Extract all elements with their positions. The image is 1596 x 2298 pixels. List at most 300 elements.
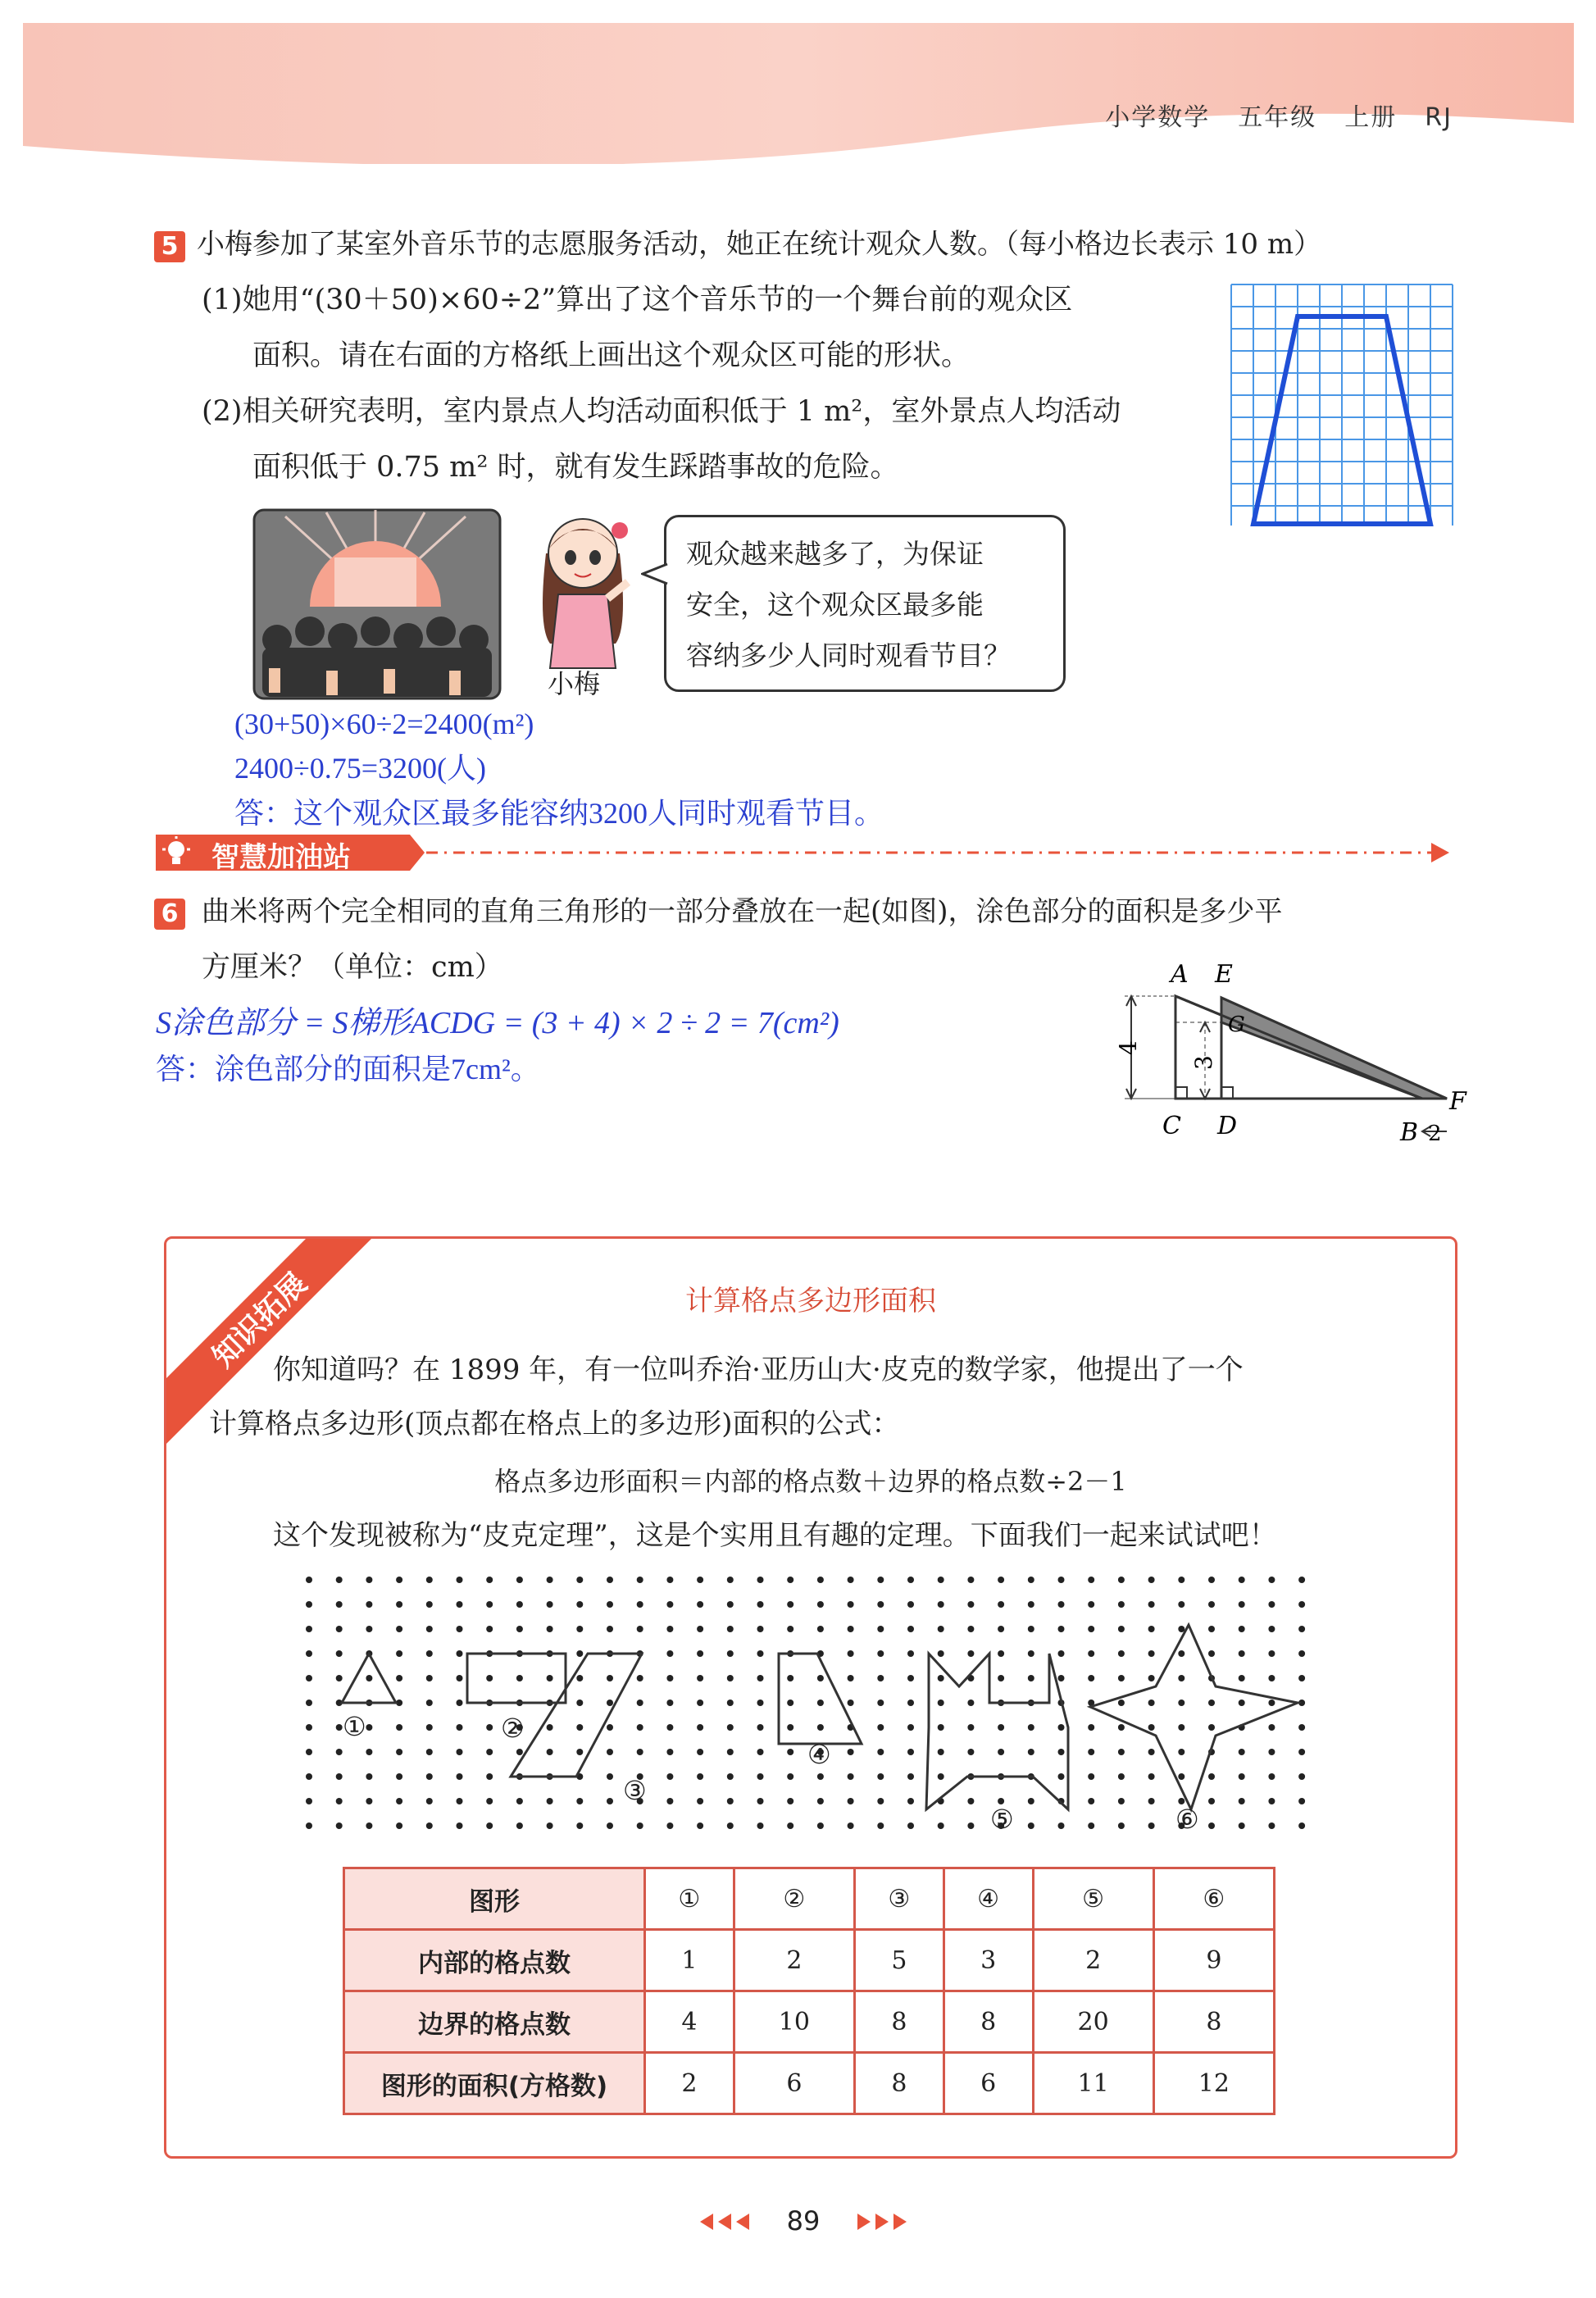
header-band xyxy=(0,0,1596,164)
table-cell: 6 xyxy=(944,2053,1033,2114)
question-5-part1-line1: (1)她用“(30＋50)×60÷2”算出了这个音乐节的一个舞台前的观众区 xyxy=(202,284,1073,316)
lattice-dot xyxy=(907,1577,914,1583)
lattice-dot xyxy=(516,1798,523,1804)
lattice-dot xyxy=(1058,1626,1065,1632)
lattice-dot xyxy=(1298,1675,1305,1681)
lattice-dot xyxy=(1268,1601,1275,1608)
lattice-dot xyxy=(1148,1700,1155,1706)
speech-bubble xyxy=(664,515,1066,692)
lattice-dot xyxy=(877,1749,884,1755)
table-cell: ① xyxy=(645,1868,734,1930)
lattice-dot xyxy=(1298,1577,1305,1583)
lattice-dot xyxy=(666,1700,673,1706)
lattice-dot xyxy=(757,1822,764,1829)
table-cell: 8 xyxy=(1153,1991,1274,2053)
lattice-dot xyxy=(907,1749,914,1755)
lattice-dot xyxy=(1178,1626,1184,1632)
table-cell: 8 xyxy=(854,2053,944,2114)
extension-para1-line2: 计算格点多边形(顶点都在格点上的多边形)面积的公式： xyxy=(209,1408,900,1440)
lattice-dot xyxy=(1268,1798,1275,1804)
table-cell: 6 xyxy=(734,2053,854,2114)
lattice-dot xyxy=(366,1798,372,1804)
lattice-dot xyxy=(1178,1700,1184,1706)
lattice-dot xyxy=(697,1577,703,1583)
lattice-dot xyxy=(666,1798,673,1804)
table-cell: ③ xyxy=(854,1868,944,1930)
lattice-dot xyxy=(306,1798,312,1804)
lattice-dot xyxy=(877,1798,884,1804)
lattice-dot xyxy=(366,1675,372,1681)
table-cell: 10 xyxy=(734,1991,854,2053)
lattice-dot xyxy=(1298,1626,1305,1632)
lattice-dot xyxy=(998,1749,1004,1755)
bubble-tail xyxy=(641,562,669,587)
lattice-dot xyxy=(1058,1577,1065,1583)
lattice-dot xyxy=(666,1626,673,1632)
lattice-dot xyxy=(787,1749,793,1755)
lattice-dot xyxy=(967,1700,974,1706)
lattice-dot xyxy=(1148,1749,1155,1755)
header-course-info xyxy=(1077,97,1453,133)
lattice-dot xyxy=(486,1798,493,1804)
character-name-label: 小梅 xyxy=(548,668,601,699)
lattice-dot xyxy=(547,1626,553,1632)
question-5-number: 5 xyxy=(154,231,185,262)
lattice-dot xyxy=(426,1749,433,1755)
lattice-dot xyxy=(1088,1675,1094,1681)
lattice-dot xyxy=(516,1626,523,1632)
lightbulb-icon xyxy=(161,836,192,871)
lattice-dot xyxy=(396,1675,402,1681)
question-6-line2: 方厘米？（单位：cm） xyxy=(202,951,503,984)
lattice-dot xyxy=(637,1577,643,1583)
table-cell: ⑤ xyxy=(1033,1868,1153,1930)
table-cell: 20 xyxy=(1033,1991,1153,2053)
lattice-dot xyxy=(457,1577,463,1583)
lattice-dot xyxy=(1178,1724,1184,1731)
lattice-dot xyxy=(666,1675,673,1681)
table-cell: ④ xyxy=(944,1868,1033,1930)
lattice-dot xyxy=(787,1577,793,1583)
lattice-dot xyxy=(576,1650,583,1657)
lattice-dot xyxy=(817,1724,824,1731)
table-cell: 4 xyxy=(645,1991,734,2053)
lattice-dot xyxy=(1058,1601,1065,1608)
lattice-dot xyxy=(1239,1601,1245,1608)
lattice-dot xyxy=(697,1675,703,1681)
lattice-dot xyxy=(727,1700,734,1706)
lattice-dot xyxy=(1239,1749,1245,1755)
lattice-dot xyxy=(1239,1650,1245,1657)
table-cell: ② xyxy=(734,1868,854,1930)
lattice-dot xyxy=(1088,1798,1094,1804)
lattice-dot xyxy=(697,1724,703,1731)
shape-label-2: ② xyxy=(501,1713,525,1744)
lattice-dot xyxy=(877,1822,884,1829)
lattice-dot xyxy=(848,1822,854,1829)
lattice-dot xyxy=(336,1601,343,1608)
lattice-dot xyxy=(1028,1724,1034,1731)
lattice-dot xyxy=(1208,1798,1215,1804)
lattice-dot xyxy=(848,1577,854,1583)
lattice-dot xyxy=(697,1650,703,1657)
lattice-dot xyxy=(998,1626,1004,1632)
lattice-dot xyxy=(637,1822,643,1829)
answer-5-line1: (30+50)×60÷2=2400(m²) xyxy=(234,708,534,740)
lattice-dot xyxy=(1148,1798,1155,1804)
lattice-dot xyxy=(426,1626,433,1632)
lattice-dot xyxy=(1268,1650,1275,1657)
lattice-dot xyxy=(486,1577,493,1583)
lattice-dot xyxy=(1178,1601,1184,1608)
lattice-dot xyxy=(848,1700,854,1706)
lattice-dot xyxy=(757,1700,764,1706)
lattice-dot xyxy=(336,1773,343,1780)
lattice-dot xyxy=(967,1601,974,1608)
lattice-dot xyxy=(1118,1798,1125,1804)
lattice-dot xyxy=(787,1675,793,1681)
lattice-dot xyxy=(907,1626,914,1632)
lattice-dot xyxy=(877,1773,884,1780)
lattice-dot xyxy=(697,1773,703,1780)
lattice-dot xyxy=(727,1798,734,1804)
lattice-dot xyxy=(396,1773,402,1780)
page-prev-arrows-icon xyxy=(689,2207,762,2237)
lattice-dot xyxy=(366,1822,372,1829)
question-5-intro: 小梅参加了某室外音乐节的志愿服务活动，她正在统计观众人数。（每小格边长表示 10 m） xyxy=(197,228,1322,261)
lattice-dot xyxy=(787,1724,793,1731)
table-row-header: 内部的格点数 xyxy=(344,1930,645,1991)
lattice-dot xyxy=(998,1675,1004,1681)
lattice-dot xyxy=(486,1773,493,1780)
extension-para2: 这个发现被称为“皮克定理”，这是个实用且有趣的定理。下面我们一起来试试吧！ xyxy=(273,1519,1277,1552)
lattice-dot xyxy=(516,1601,523,1608)
lattice-dot xyxy=(1239,1675,1245,1681)
lattice-dot xyxy=(697,1626,703,1632)
lattice-dot xyxy=(396,1577,402,1583)
page-number: 89 xyxy=(786,2205,821,2237)
fig-len-4: 4 xyxy=(1115,1040,1142,1055)
lattice-dot xyxy=(576,1724,583,1731)
lattice-dot xyxy=(877,1601,884,1608)
lattice-dot xyxy=(1148,1650,1155,1657)
lattice-dot xyxy=(1118,1724,1125,1731)
lattice-dot xyxy=(1118,1577,1125,1583)
lattice-dot xyxy=(306,1675,312,1681)
lattice-dot xyxy=(1148,1822,1155,1829)
lattice-dot xyxy=(1268,1626,1275,1632)
lattice-dot xyxy=(1208,1577,1215,1583)
lattice-dot xyxy=(1239,1700,1245,1706)
bubble-line-3: 容纳多少人同时观看节目？ xyxy=(686,639,1011,671)
lattice-dot xyxy=(1058,1650,1065,1657)
lattice-dot xyxy=(787,1626,793,1632)
lattice-dot xyxy=(1208,1650,1215,1657)
fig-len-2: 2 xyxy=(1428,1122,1442,1146)
answer-6-formula: S涂色部分 = S梯形ACDG = (3 + 4) × 2 ÷ 2 = 7(cm²) xyxy=(156,1006,839,1040)
lattice-dot xyxy=(666,1822,673,1829)
lattice-dot xyxy=(516,1749,523,1755)
lattice-dot xyxy=(1298,1650,1305,1657)
lattice-dot xyxy=(907,1798,914,1804)
lattice-dot xyxy=(1088,1822,1094,1829)
lattice-dot xyxy=(336,1749,343,1755)
corner-tag-label: 知识拓展 xyxy=(206,1267,314,1375)
fig-label-F: F xyxy=(1449,1087,1466,1116)
lattice-dot xyxy=(1148,1626,1155,1632)
lattice-dot xyxy=(306,1626,312,1632)
lattice-dot xyxy=(967,1798,974,1804)
grid-paper xyxy=(1230,283,1459,529)
lattice-dot xyxy=(1239,1822,1245,1829)
lattice-dot xyxy=(607,1577,613,1583)
lattice-dot xyxy=(697,1700,703,1706)
pick-table xyxy=(343,1867,1275,2115)
lattice-dot xyxy=(1268,1773,1275,1780)
extension-title: 计算格点多边形面积 xyxy=(685,1285,936,1317)
lattice-dot xyxy=(576,1798,583,1804)
lattice-dot xyxy=(1268,1749,1275,1755)
question-5-part2-line1: (2)相关研究表明，室内景点人均活动面积低于 1 m²，室外景点人均活动 xyxy=(202,395,1121,428)
shape-label-4: ④ xyxy=(807,1739,831,1770)
lattice-dot xyxy=(457,1601,463,1608)
lattice-dot xyxy=(607,1773,613,1780)
lattice-dot xyxy=(306,1822,312,1829)
lattice-dot xyxy=(817,1700,824,1706)
lattice-dot xyxy=(907,1650,914,1657)
lattice-dot xyxy=(366,1577,372,1583)
lattice-dot xyxy=(1118,1601,1125,1608)
lattice-dot xyxy=(576,1822,583,1829)
lattice-dot xyxy=(396,1798,402,1804)
lattice-dot xyxy=(396,1749,402,1755)
lattice-dot xyxy=(306,1773,312,1780)
lattice-dot xyxy=(817,1675,824,1681)
lattice-dot xyxy=(336,1798,343,1804)
lattice-dot xyxy=(1058,1749,1065,1755)
lattice-dot xyxy=(817,1773,824,1780)
lattice-dot xyxy=(336,1626,343,1632)
lattice-dot xyxy=(666,1650,673,1657)
lattice-dot xyxy=(697,1798,703,1804)
lattice-dot xyxy=(907,1773,914,1780)
lattice-dot xyxy=(787,1700,793,1706)
lattice-dot xyxy=(426,1724,433,1731)
lattice-dot xyxy=(1118,1822,1125,1829)
lattice-dot xyxy=(757,1650,764,1657)
lattice-dot xyxy=(306,1700,312,1706)
lattice-dot xyxy=(967,1822,974,1829)
table-cell: 3 xyxy=(944,1930,1033,1991)
lattice-dot xyxy=(1239,1626,1245,1632)
lattice-dot xyxy=(727,1724,734,1731)
table-row-header: 边界的格点数 xyxy=(344,1991,645,2053)
lattice-dot xyxy=(366,1601,372,1608)
pick-formula: 格点多边形面积＝内部的格点数＋边界的格点数÷2－1 xyxy=(494,1466,1127,1497)
lattice-dot xyxy=(426,1577,433,1583)
lattice-dot xyxy=(787,1773,793,1780)
lattice-dot xyxy=(547,1675,553,1681)
table-cell: 1 xyxy=(645,1930,734,1991)
lattice-dot xyxy=(306,1724,312,1731)
table-cell: 9 xyxy=(1153,1930,1274,1991)
lattice-dot xyxy=(1298,1601,1305,1608)
lattice-dot xyxy=(426,1798,433,1804)
lattice-dot xyxy=(1298,1749,1305,1755)
lattice-dot xyxy=(666,1601,673,1608)
lattice-dot xyxy=(666,1724,673,1731)
section-banner-title: 智慧加油站 xyxy=(211,841,351,874)
lattice-dot xyxy=(757,1798,764,1804)
answer-6-conclusion: 答：涂色部分的面积是7cm²。 xyxy=(156,1053,540,1085)
lattice-dot xyxy=(1088,1626,1094,1632)
lattice-dot xyxy=(457,1822,463,1829)
lattice-dot xyxy=(1178,1650,1184,1657)
lattice-dot xyxy=(457,1724,463,1731)
lattice-dot xyxy=(366,1626,372,1632)
fig-label-G: G xyxy=(1228,1012,1245,1037)
lattice-shape-5 xyxy=(926,1654,1068,1809)
shape-label-3: ③ xyxy=(623,1775,647,1806)
lattice-dot xyxy=(1208,1700,1215,1706)
lattice-dot xyxy=(1028,1650,1034,1657)
lattice-dot xyxy=(907,1700,914,1706)
lattice-dot xyxy=(637,1626,643,1632)
lattice-dot xyxy=(576,1749,583,1755)
lattice-dot xyxy=(607,1749,613,1755)
lattice-dot xyxy=(848,1626,854,1632)
lattice-dot xyxy=(907,1822,914,1829)
lattice-dot xyxy=(1239,1773,1245,1780)
lattice-dot xyxy=(697,1822,703,1829)
lattice-dot xyxy=(666,1577,673,1583)
lattice-dot xyxy=(727,1601,734,1608)
lattice-dot xyxy=(1178,1773,1184,1780)
lattice-dot xyxy=(938,1773,944,1780)
lattice-dot xyxy=(306,1749,312,1755)
lattice-dot xyxy=(1178,1675,1184,1681)
lattice-dot xyxy=(607,1822,613,1829)
lattice-dot xyxy=(1268,1822,1275,1829)
lattice-dot xyxy=(907,1724,914,1731)
lattice-dot xyxy=(1028,1822,1034,1829)
lattice-dot xyxy=(1088,1601,1094,1608)
lattice-dot xyxy=(998,1601,1004,1608)
lattice-dot xyxy=(1088,1724,1094,1731)
lattice-dot xyxy=(457,1675,463,1681)
lattice-dot xyxy=(877,1650,884,1657)
shape-label-5: ⑤ xyxy=(990,1804,1014,1835)
lattice-dot xyxy=(576,1577,583,1583)
lattice-dot xyxy=(1208,1724,1215,1731)
lattice-dot xyxy=(1118,1650,1125,1657)
lattice-dot xyxy=(576,1601,583,1608)
question-6-number: 6 xyxy=(154,899,185,930)
lattice-dot xyxy=(457,1773,463,1780)
table-cell: 12 xyxy=(1153,2053,1274,2114)
lattice-dot xyxy=(457,1798,463,1804)
lattice-dot xyxy=(848,1675,854,1681)
lattice-dot xyxy=(817,1822,824,1829)
lattice-dot xyxy=(727,1626,734,1632)
question-6-line1: 曲米将两个完全相同的直角三角形的一部分叠放在一起(如图)，涂色部分的面积是多少平 xyxy=(202,895,1283,928)
lattice-dot xyxy=(426,1675,433,1681)
lattice-dot xyxy=(757,1626,764,1632)
lattice-dot xyxy=(306,1601,312,1608)
lattice-dot xyxy=(336,1650,343,1657)
lattice-dot xyxy=(666,1773,673,1780)
lattice-dot xyxy=(1148,1601,1155,1608)
table-cell: ⑥ xyxy=(1153,1868,1274,1930)
lattice-dot xyxy=(1088,1749,1094,1755)
lattice-dot xyxy=(336,1724,343,1731)
header-subject: 小学数学 xyxy=(1105,103,1211,132)
lattice-dot xyxy=(1028,1626,1034,1632)
bubble-line-1: 观众越来越多了，为保证 xyxy=(686,538,984,570)
lattice-dot xyxy=(1208,1601,1215,1608)
table-cell: 2 xyxy=(734,1930,854,1991)
lattice-dot xyxy=(998,1650,1004,1657)
lattice-dot xyxy=(396,1650,402,1657)
lattice-dot xyxy=(1118,1700,1125,1706)
lattice-shape-3 xyxy=(511,1654,642,1777)
lattice-dot xyxy=(547,1601,553,1608)
lattice-dot xyxy=(938,1822,944,1829)
lattice-dot xyxy=(848,1773,854,1780)
lattice-dot xyxy=(607,1675,613,1681)
lattice-dot xyxy=(366,1749,372,1755)
lattice-dot xyxy=(817,1798,824,1804)
table-cell: 11 xyxy=(1033,2053,1153,2114)
table-cell: 8 xyxy=(944,1991,1033,2053)
concert-illustration xyxy=(252,508,502,701)
lattice-dot xyxy=(547,1798,553,1804)
lattice-dot xyxy=(938,1724,944,1731)
fig-label-E: E xyxy=(1215,960,1233,989)
lattice-dot xyxy=(607,1626,613,1632)
lattice-dot xyxy=(967,1650,974,1657)
lattice-dot xyxy=(938,1675,944,1681)
lattice-dot xyxy=(1239,1577,1245,1583)
lattice-dot xyxy=(877,1577,884,1583)
lattice-dot xyxy=(306,1577,312,1583)
lattice-dot xyxy=(938,1577,944,1583)
lattice-dot xyxy=(1298,1822,1305,1829)
fig-label-C: C xyxy=(1162,1112,1181,1140)
lattice-dot xyxy=(547,1749,553,1755)
lattice-dot xyxy=(396,1626,402,1632)
lattice-dot xyxy=(1088,1577,1094,1583)
lattice-dot xyxy=(1208,1773,1215,1780)
lattice-dot xyxy=(457,1626,463,1632)
lattice-dot xyxy=(666,1749,673,1755)
lattice-dot xyxy=(576,1626,583,1632)
lattice-dot xyxy=(757,1675,764,1681)
lattice-dot xyxy=(727,1822,734,1829)
lattice-dot xyxy=(547,1724,553,1731)
table-row xyxy=(344,1868,1275,1930)
answer-5-line2: 2400÷0.75=3200(人) xyxy=(234,752,487,785)
lattice-dot xyxy=(967,1724,974,1731)
lattice-dot xyxy=(787,1798,793,1804)
lattice-dot xyxy=(637,1700,643,1706)
lattice-dot xyxy=(727,1773,734,1780)
fig-label-A: A xyxy=(1171,960,1189,989)
lattice-dot xyxy=(1148,1577,1155,1583)
fig-label-D: D xyxy=(1217,1112,1238,1140)
lattice-dot xyxy=(486,1822,493,1829)
lattice-dot xyxy=(1298,1724,1305,1731)
